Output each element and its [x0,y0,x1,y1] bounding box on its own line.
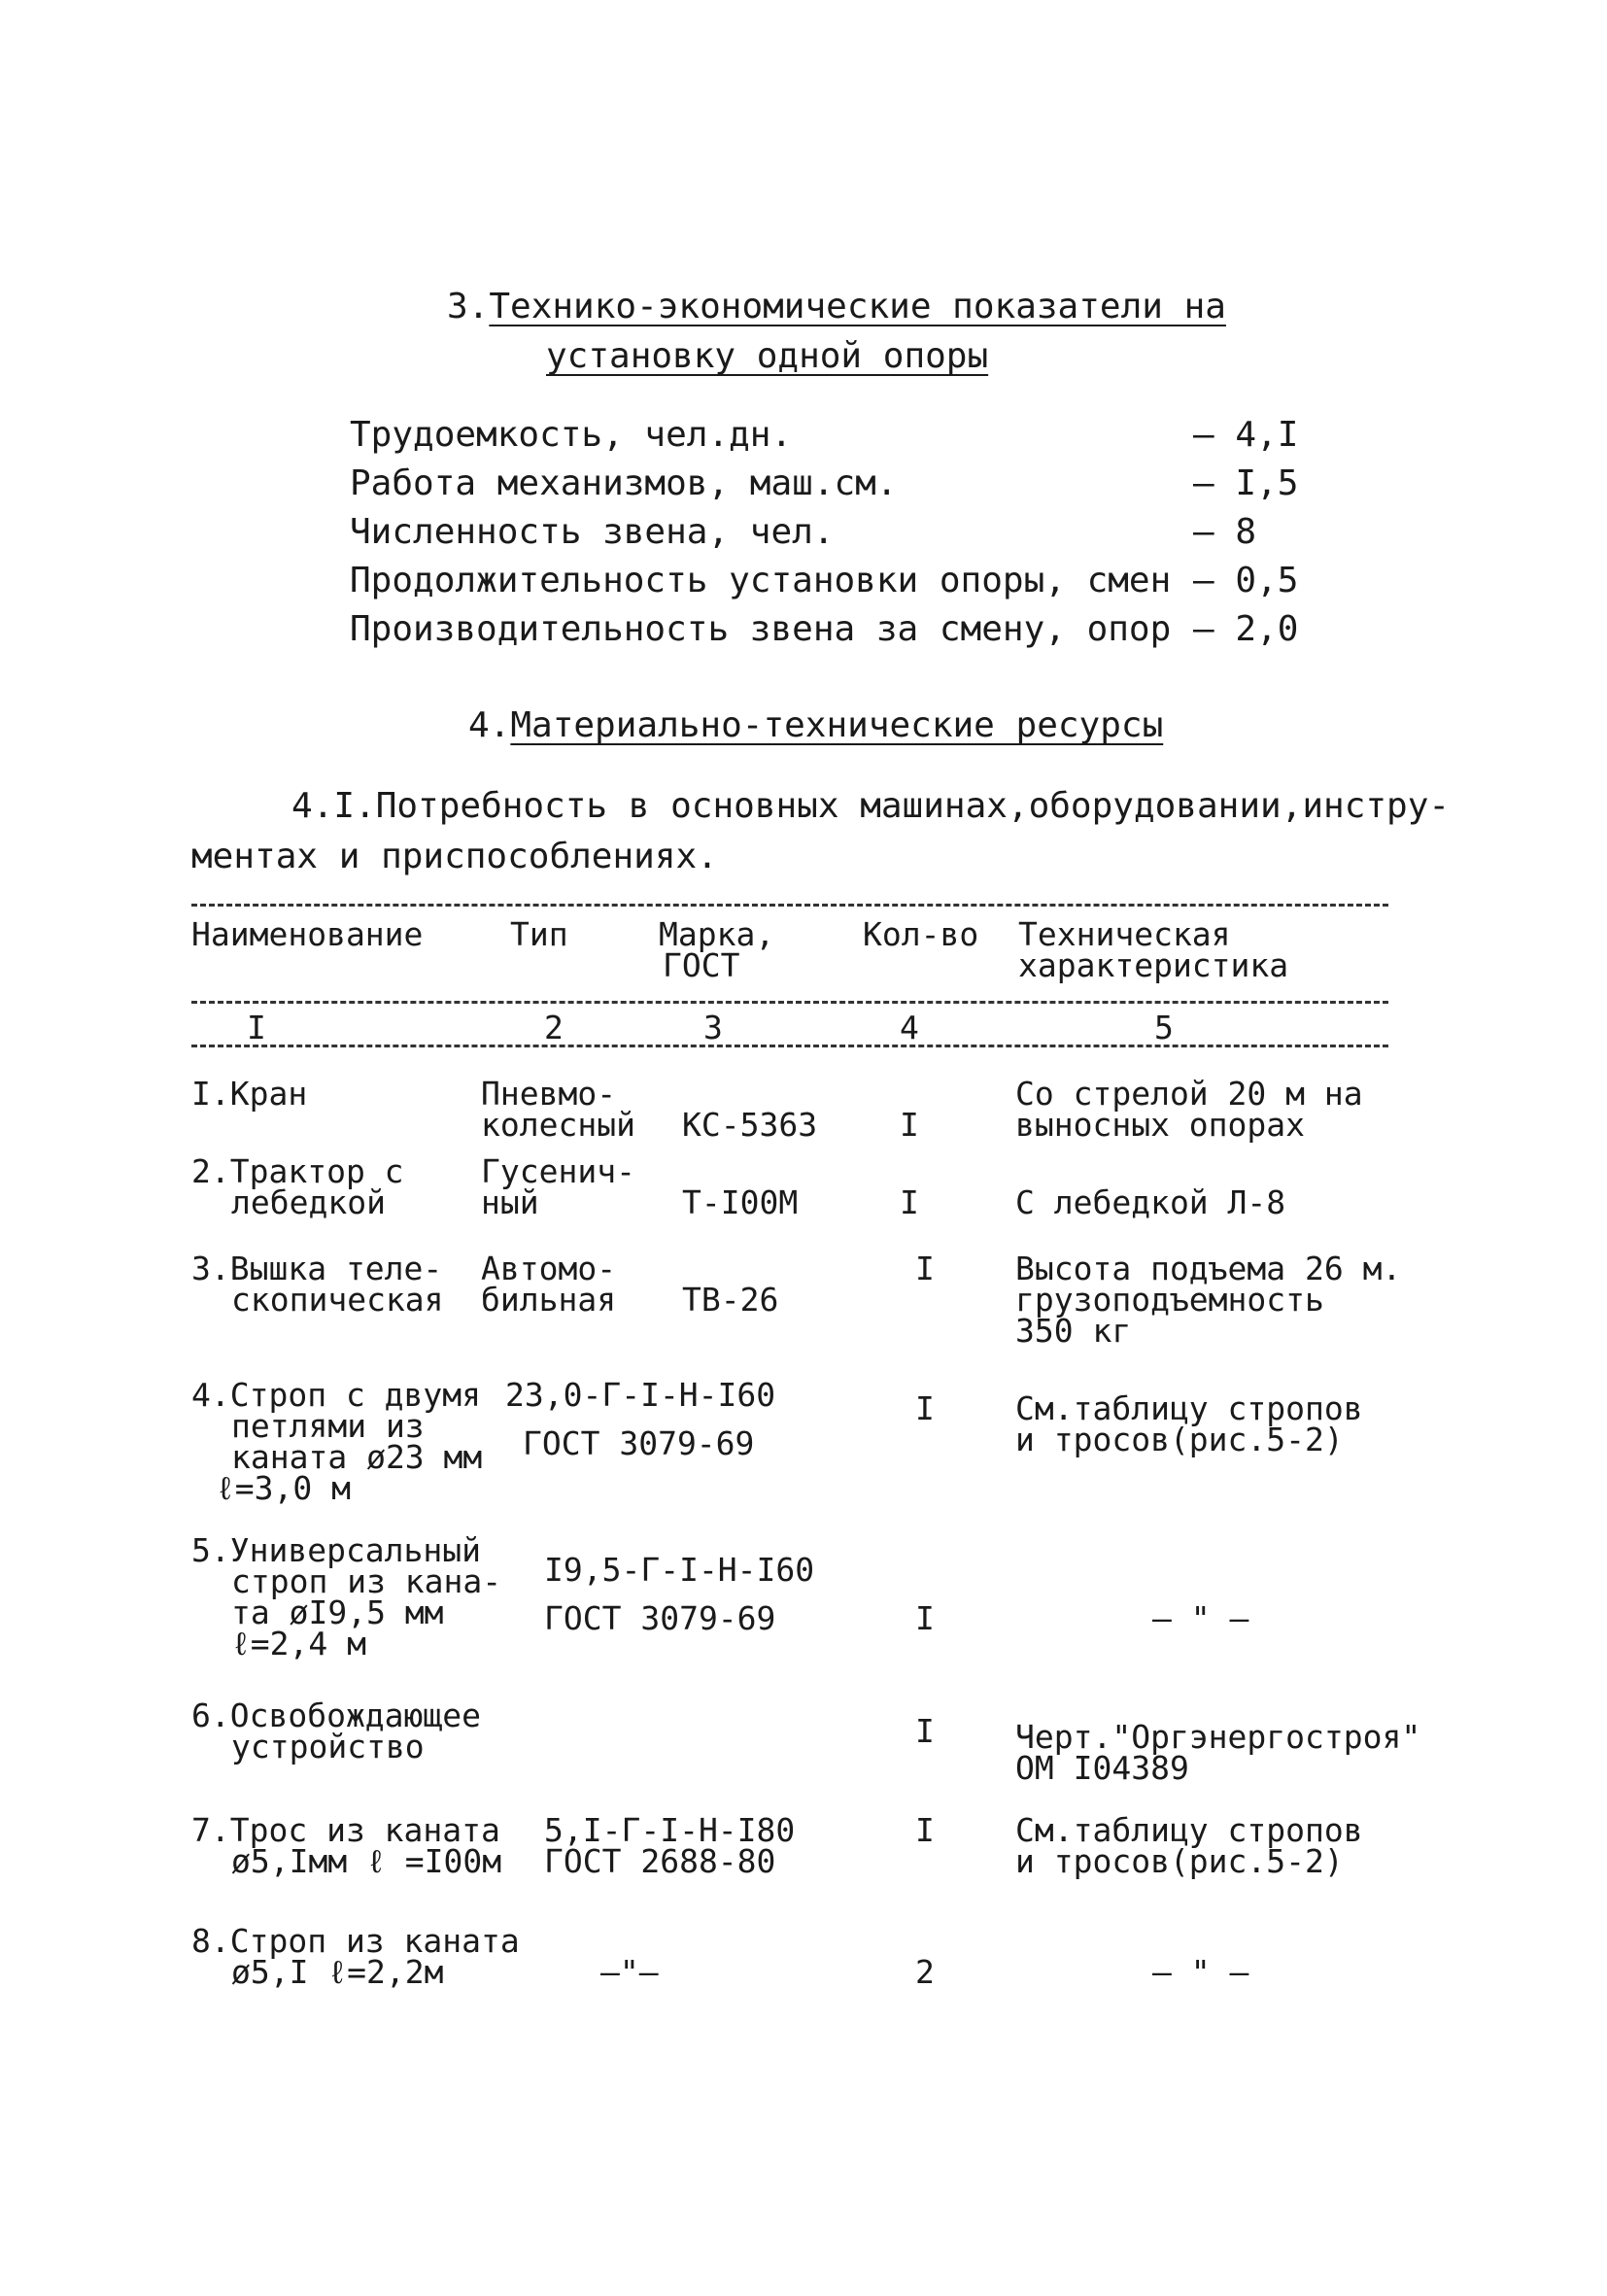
section4-number: 4. [468,705,511,745]
row-type: бильная [481,1281,617,1319]
row-type: ный [481,1183,539,1221]
row-spec: грузоподъемность [1015,1281,1324,1319]
section4-title: Материально-технические ресурсы [510,705,1164,745]
row-spec: Черт."Оргэнергостроя" [1015,1718,1421,1756]
row-name: скопическая [231,1281,444,1319]
row-name: 3.Вышка теле- [191,1250,443,1287]
row-mark: ТВ-26 [682,1281,779,1319]
row-name: ø5,Iмм ℓ =I00м [231,1842,502,1880]
row-name: 7.Трос из каната [191,1811,500,1849]
row-spec: См.таблицу стропов [1015,1389,1363,1427]
row-name: строп из кана- [231,1562,502,1600]
row-spec: 350 кг [1015,1312,1132,1350]
row-spec: Со стрелой 20 м на [1015,1075,1363,1113]
row-qty: I [915,1250,935,1287]
row-name: 4.Строп с двумя [191,1376,482,1414]
table-top-rule [191,904,1388,907]
row-mark: КС-5363 [682,1106,818,1144]
row-name: 6.Освобождающее [191,1696,482,1734]
row-name: ℓ=2,4 м [231,1625,367,1662]
row-spec: – " – [1152,1599,1249,1637]
row-name: 2.Трактор с [191,1152,404,1190]
row-name: ø5,I ℓ=2,2м [231,1953,444,1991]
row-qty: 2 [915,1953,935,1991]
metric-value: – 0,5 [1193,561,1299,600]
row-type: Автомо- [481,1250,617,1287]
row-name: лебедкой [231,1183,386,1221]
row-name: та øI9,5 мм [231,1593,444,1631]
numbers-bottom-rule [191,1045,1388,1047]
row-name: петлями из [231,1407,425,1445]
section3-heading-line1 [447,284,1226,330]
header-spec-line1: Техническая [1018,915,1231,953]
row-mark: ГОСТ 3079-69 [544,1599,776,1637]
metric-row [350,412,1302,461]
row-qty: I [915,1389,935,1427]
row-name: I.Кран [191,1075,308,1113]
metric-value: – 2,0 [1193,609,1299,649]
row-name: 8.Строп из каната [191,1922,520,1960]
subsection-line2: ментах и приспособлениях. [191,837,718,876]
row-type: Гусенич- [481,1152,635,1190]
row-spec: ОМ I04389 [1015,1749,1189,1787]
row-name: каната ø23 мм [231,1438,483,1476]
column-number: 4 [900,1009,919,1046]
row-mark: I9,5-Г-I-Н-I60 [544,1551,815,1589]
metric-value: – 4,I [1193,415,1299,455]
metric-row [350,509,1302,558]
row-name: 5.Универсальный [191,1531,482,1569]
row-spec: и тросов(рис.5-2) [1015,1421,1344,1458]
row-spec: Высота подъема 26 м. [1015,1250,1402,1287]
row-type: Пневмо- [481,1075,617,1113]
column-number: 5 [1154,1009,1174,1046]
row-mark: –"– [600,1953,659,1991]
metric-label: Работа механизмов, маш.см. [350,463,898,503]
row-type: колесный [481,1106,635,1144]
row-spec: См.таблицу стропов [1015,1811,1363,1849]
row-mark: 23,0-Г-I-Н-I60 [505,1376,776,1414]
header-type: Тип [510,915,568,953]
metric-row [350,606,1302,655]
metric-label: Производительность звена за смену, опор [350,609,1172,649]
section3-number: 3. [447,287,490,326]
header-mark-line2: ГОСТ [663,946,740,984]
row-name: ℓ=3,0 м [216,1469,352,1507]
header-bottom-rule [191,1001,1388,1004]
row-qty: I [915,1599,935,1637]
header-name: Наименование [191,915,424,953]
header-qty: Кол-во [863,915,979,953]
metric-label: Численность звена, чел. [350,512,835,552]
metric-label: Трудоемкость, чел.дн. [350,415,793,455]
column-number: 2 [544,1009,564,1046]
row-mark: ГОСТ 3079-69 [523,1424,755,1462]
header-spec-line2: характеристика [1018,946,1289,984]
section3-title-line1: Технико-экономические показатели на [489,287,1226,326]
row-spec: – " – [1152,1953,1249,1991]
row-name: устройство [231,1728,425,1765]
row-mark: 5,I-Г-I-Н-I80 [544,1811,796,1849]
row-spec: и тросов(рис.5-2) [1015,1842,1344,1880]
row-qty: I [900,1183,919,1221]
section3-title-line2: установку одной опоры [546,336,989,376]
row-qty: I [915,1811,935,1849]
row-spec: выносных опорах [1015,1106,1306,1144]
header-mark-line1: Марка, [659,915,775,953]
row-mark: ГОСТ 2688-80 [544,1842,776,1880]
row-qty: I [900,1106,919,1144]
metric-row [350,558,1302,606]
row-mark: Т-I00М [682,1183,799,1221]
metric-label: Продолжительность установки опоры, смен [350,561,1172,600]
metric-row [350,461,1302,509]
row-qty: I [915,1712,935,1750]
metric-value: – 8 [1193,512,1257,552]
column-number: I [247,1009,266,1046]
subsection-line1: 4.I.Потребность в основных машинах,оборудовании,инстру- [291,786,1451,826]
metric-value: – I,5 [1193,463,1299,503]
column-number: 3 [703,1009,723,1046]
section4-heading [468,703,1163,749]
row-spec: С лебедкой Л-8 [1015,1183,1286,1221]
